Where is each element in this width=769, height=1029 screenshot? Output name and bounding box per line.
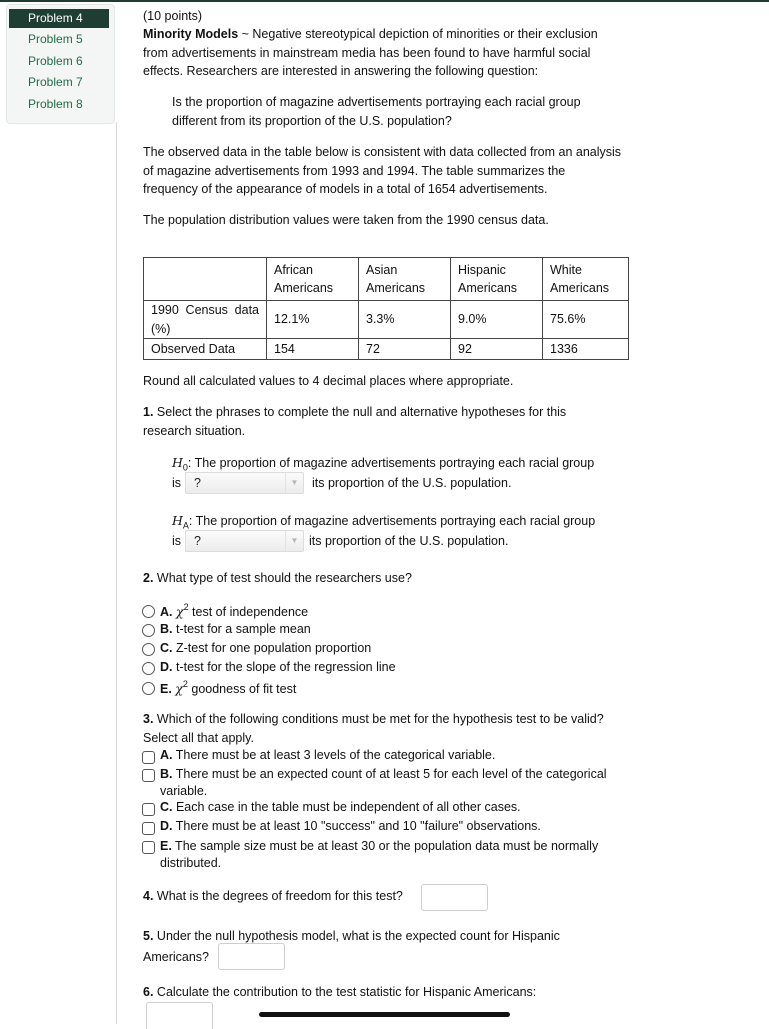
option-letter: D.	[160, 819, 173, 833]
option-text: The sample size must be at least 30 or the population data must be normally distributed.	[160, 839, 599, 870]
q3-text: Which of the following conditions must be met for the hypothesis test to be valid? Select all that apply.	[143, 712, 604, 745]
q3-option-c[interactable]	[160, 800, 521, 814]
table-cell: 9.0%	[451, 301, 543, 339]
problem-intro	[143, 25, 623, 81]
points-label: (10 points)	[143, 9, 203, 23]
table-cell: 154	[267, 339, 359, 360]
problem-title: Minority Models	[143, 27, 239, 41]
q2-option-c[interactable]	[160, 641, 371, 655]
data-table	[143, 257, 629, 360]
superscript: 2	[182, 679, 188, 689]
table-row-label: Observed Data	[144, 339, 267, 360]
q6-number: 6.	[143, 985, 154, 999]
problem-navigation	[6, 4, 115, 124]
table-header-cell: Asian Americans	[359, 258, 451, 301]
option-letter: C.	[160, 641, 173, 655]
chi-symbol: χ	[175, 604, 184, 620]
radio-q2-d[interactable]	[142, 662, 155, 675]
option-letter: B.	[160, 767, 173, 781]
q5-prompt	[143, 926, 613, 968]
checkbox-q3-d[interactable]	[142, 822, 155, 835]
radio-q2-b[interactable]	[142, 624, 155, 637]
ha-symbol: H	[172, 513, 183, 528]
table-row	[144, 301, 629, 339]
q2-option-e[interactable]	[160, 680, 296, 696]
option-text: Z-test for one population proportion	[172, 641, 372, 655]
q3-number: 3.	[143, 712, 154, 726]
observed-paragraph: The observed data in the table below is consistent with data collected from an analysis of magazine advertisements from 1993 and 1994. The table summarizes the frequency of the appearance of models in a total of 1654 advertisements.	[143, 145, 622, 196]
ha-select-value: ?	[194, 534, 201, 548]
h0-subscript: 0	[182, 462, 188, 473]
h0-after-text: its proportion of the U.S. population.	[312, 476, 512, 490]
radio-q2-a[interactable]	[142, 605, 155, 618]
h0-text: : The proportion of magazine advertisements portraying each racial group	[187, 456, 595, 470]
q6-text: Calculate the contribution to the test statistic for Hispanic Americans:	[153, 985, 537, 999]
sidebar-item-problem-4[interactable]: Problem 4	[9, 9, 109, 28]
checkbox-q3-a[interactable]	[142, 751, 155, 764]
h0-is-label: is	[172, 476, 182, 490]
table-cell: 72	[359, 339, 451, 360]
option-text: Each case in the table must be independent of all other cases.	[172, 800, 521, 814]
h0-symbol: H	[172, 455, 183, 470]
checkbox-q3-b[interactable]	[142, 769, 155, 782]
option-text: goodness of fit test	[187, 682, 297, 697]
round-note: Round all calculated values to 4 decimal places where appropriate.	[143, 374, 514, 388]
q4-number: 4.	[143, 889, 154, 903]
q5-text: Under the null hypothesis model, what is the expected count for Hispanic Americans?	[143, 929, 560, 964]
table-header-cell: White Americans	[543, 258, 629, 301]
sidebar-item-problem-7[interactable]: Problem 7	[28, 75, 83, 89]
h0-select-value: ?	[194, 476, 201, 490]
option-text: t-test for the slope of the regression line	[172, 660, 396, 674]
option-letter: A.	[160, 748, 173, 762]
table-cell: 75.6%	[543, 301, 629, 339]
q2-number: 2.	[143, 571, 154, 585]
table-cell: 92	[451, 339, 543, 360]
home-indicator[interactable]	[259, 1012, 510, 1017]
q1-text: Select the phrases to complete the null and alternative hypotheses for this research situation.	[143, 405, 567, 438]
table-header-cell: African Americans	[267, 258, 359, 301]
research-question: Is the proportion of magazine advertisements portraying each racial group different from its proportion of the U.S. population?	[172, 95, 581, 128]
sidebar-item-problem-8[interactable]: Problem 8	[28, 97, 83, 111]
chevron-down-icon: ▼	[285, 473, 303, 493]
top-border	[0, 0, 769, 2]
option-letter: B.	[160, 622, 173, 636]
q4-text: What is the degrees of freedom for this test?	[153, 889, 403, 903]
q2-option-d[interactable]	[160, 660, 396, 674]
option-text: There must be an expected count of at least 5 for each level of the categorical variable.	[160, 767, 607, 798]
checkbox-q3-e[interactable]	[142, 841, 155, 854]
q2-option-b[interactable]	[160, 622, 311, 636]
q5-number: 5.	[143, 929, 154, 943]
table-row-label: 1990 Census data (%)	[144, 301, 267, 339]
q3-option-e[interactable]	[160, 838, 635, 871]
h0-select[interactable]	[185, 472, 304, 494]
sidebar-item-problem-5[interactable]: Problem 5	[28, 32, 83, 46]
population-paragraph: The population distribution values were taken from the 1990 census data.	[143, 213, 549, 227]
ha-select[interactable]	[185, 530, 304, 552]
table-corner-cell	[144, 258, 267, 301]
q1-number: 1.	[143, 405, 154, 419]
expected-count-input[interactable]	[218, 943, 285, 970]
ha-after-text: its proportion of the U.S. population.	[309, 534, 509, 548]
ha-text: : The proportion of magazine advertisements portraying each racial group	[188, 514, 596, 528]
q1-prompt	[143, 403, 613, 440]
option-text: test of independence	[188, 605, 309, 620]
divider	[116, 122, 117, 1024]
chevron-down-icon: ▼	[285, 531, 303, 551]
option-letter: D.	[160, 660, 173, 674]
option-letter: A.	[160, 605, 173, 620]
table-header-row	[144, 258, 629, 301]
option-text: There must be at least 3 levels of the categorical variable.	[172, 748, 496, 762]
chi-symbol: χ	[175, 681, 183, 697]
alt-hypothesis-line	[172, 513, 595, 531]
q6-prompt	[143, 985, 536, 999]
option-letter: E.	[160, 839, 172, 853]
sidebar-item-problem-6[interactable]: Problem 6	[28, 54, 83, 68]
ha-subscript: A	[182, 520, 189, 531]
table-cell: 12.1%	[267, 301, 359, 339]
option-letter: E.	[160, 682, 172, 697]
option-text: t-test for a sample mean	[172, 622, 311, 636]
contribution-input[interactable]	[146, 1002, 213, 1029]
option-letter: C.	[160, 800, 173, 814]
option-text: There must be at least 10 "success" and 10 "failure" observations.	[172, 819, 541, 833]
radio-q2-c[interactable]	[142, 643, 155, 656]
problem-intro-text: ~ Negative stereotypical depiction of minorities or their exclusion from advertisements in mainstream media has been found to have harmful social effects. Researchers are interested in answering the following question:	[143, 27, 598, 78]
table-header-cell: Hispanic Americans	[451, 258, 543, 301]
superscript: 2	[183, 602, 189, 612]
table-cell: 1336	[543, 339, 629, 360]
checkbox-q3-c[interactable]	[142, 803, 155, 816]
radio-q2-e[interactable]	[142, 682, 155, 695]
degrees-of-freedom-input[interactable]	[421, 884, 488, 911]
ha-is-label: is	[172, 534, 182, 548]
q2-prompt	[143, 571, 412, 585]
q2-option-a[interactable]	[160, 603, 308, 619]
q3-option-a[interactable]	[160, 748, 495, 762]
q3-option-d[interactable]	[160, 819, 541, 833]
q3-option-b[interactable]	[160, 766, 635, 799]
q2-text: What type of test should the researchers use?	[153, 571, 412, 585]
table-cell: 3.3%	[359, 301, 451, 339]
null-hypothesis-line	[172, 455, 594, 473]
q3-prompt	[143, 710, 633, 747]
q4-prompt	[143, 889, 403, 903]
table-row	[144, 339, 629, 360]
